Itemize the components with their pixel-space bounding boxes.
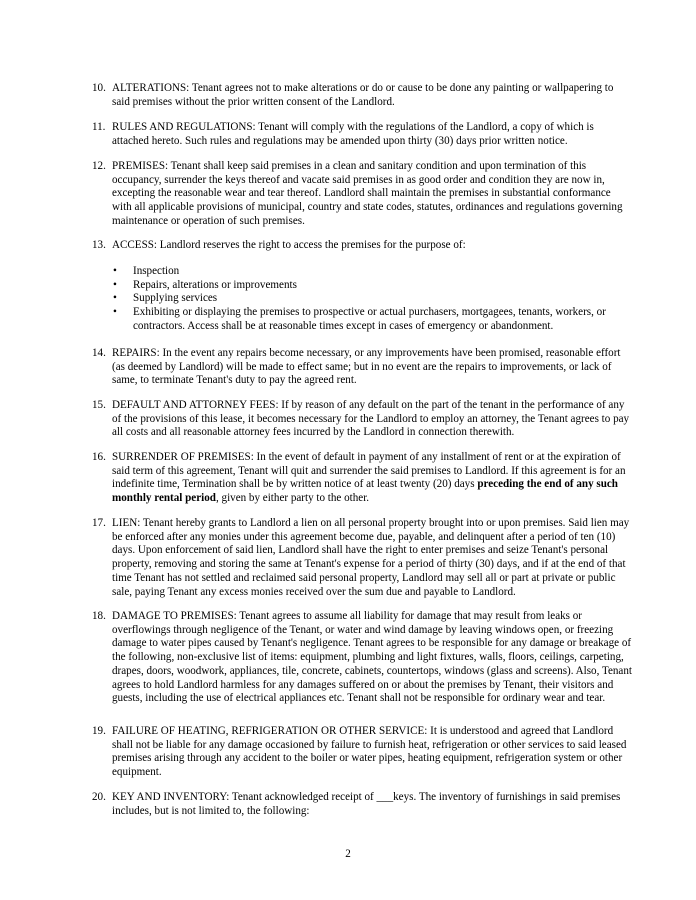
page-number: 2	[345, 848, 351, 860]
clause-number: 14.	[92, 347, 106, 359]
clause-text-bold: preceding the end of any such monthly rental period	[112, 478, 618, 505]
clause-default-and-attorney-fees	[92, 399, 632, 440]
list-item-text: Repairs, alterations or improvements	[133, 278, 297, 291]
clause-text-main: SURRENDER OF PREMISES: In the event of default in payment of any installment of rent or at the expiration of said term of this agreement, Tenant will quit and surrender the said premises to Landlord. If this agreement is for an indefinite time, Termination shall be by written notice of at least twenty (20) days	[112, 451, 626, 491]
clause-repairs	[92, 347, 632, 388]
clause-failure-of-heating	[92, 725, 632, 780]
bullet-icon: •	[113, 292, 117, 305]
list-item-text: Exhibiting or displaying the premises to prospective or actual purchasers, mortgagees, tenants, workers, or contractors. Access shall be at reasonable times except in cases of emergency or abandonment.	[133, 306, 606, 332]
list-item	[113, 279, 633, 293]
clause-number: 13.	[92, 239, 106, 251]
clause-surrender-of-premises	[92, 451, 632, 506]
clause-text: DAMAGE TO PREMISES: Tenant agrees to assume all liability for damage that may result from leaks or overflowings through negligence of the Tenant, or water and wind damage by leaving windows open, or freezing damage to water pipes caused by Tenant's negligence. Tenant agrees to be responsible for any damage or breakage of the following, non-exclusive list of items: equipment, plumbing and light fixtures, walls, floors, ceilings, carpeting, drapes, doors, woodwork, appliances, tile, concrete, cabinets, countertops, windows (glass and screens). Also, Tenant agrees to hold Landlord harmless for any damages suffered on or about the premises by Tenant, their visitors and guests, including the use of electrical appliances etc. Tenant shall not be responsible for ordinary wear and tear.	[112, 610, 632, 705]
clause-text: FAILURE OF HEATING, REFRIGERATION OR OTHER SERVICE: It is understood and agreed that Landlord shall not be liable for any damage occasioned by failure to furnish heat, refrigeration or other services to said leased premises arising through any accident to the boiler or water pipes, heating equipment, refrigeration system or other equipment.	[112, 725, 627, 779]
clause-number: 17.	[92, 517, 106, 529]
clause-number: 10.	[92, 82, 106, 94]
clause-number: 19.	[92, 725, 106, 737]
clause-text-tail: , given by either party to the other.	[215, 492, 370, 505]
bullet-icon: •	[113, 278, 117, 291]
list-item-text: Supplying services	[133, 292, 218, 305]
clause-text: KEY AND INVENTORY: Tenant acknowledged receipt of ___keys. The inventory of furnishings in said premises includes, but is not limited to, the following:	[112, 791, 621, 817]
clause-alterations	[92, 82, 632, 109]
clause-number: 12.	[92, 160, 106, 172]
clause-number: 20.	[92, 791, 106, 803]
clause-text: ALTERATIONS: Tenant agrees not to make alterations or do or cause to be done any painting or wallpapering to said premises without the prior written consent of the Landlord.	[112, 82, 614, 108]
clause-text: DEFAULT AND ATTORNEY FEES: If by reason of any default on the part of the tenant in the performance of any of the provisions of this lease, it becomes necessary for the Landlord to employ an attorney, the Tenant agrees to pay all costs and all reasonable attorney fees incurred by the Landlord in connection therewith.	[112, 399, 630, 439]
clause-rules-and-regulations	[92, 121, 632, 148]
list-item-text: Inspection	[133, 265, 180, 277]
clause-text	[112, 451, 632, 506]
clause-number: 15.	[92, 399, 106, 411]
clause-text: ACCESS: Landlord reserves the right to access the premises for the purpose of:	[112, 239, 466, 251]
bullet-icon: •	[113, 306, 117, 319]
clause-key-and-inventory	[92, 791, 632, 818]
list-item	[113, 306, 633, 333]
clause-number: 18.	[92, 610, 106, 622]
clause-text: RULES AND REGULATIONS: Tenant will comply with the regulations of the Landlord, a copy of which is attached hereto. Such rules and regulations may be amended upon thirty (30) days prior written notice.	[112, 121, 594, 147]
clause-number: 11.	[92, 121, 106, 133]
clause-access	[92, 239, 632, 253]
clause-text: LIEN: Tenant hereby grants to Landlord a lien on all personal property brought into or upon premises. Said lien may be enforced after any monies under this agreement become due, payable, and delinquent after a period of ten (10) days. Upon enforcement of said lien, Landlord shall have the right to enter premises and seize Tenant's personal property, removing and storing the same at Tenant's expense for a period of thirty (30) days, and if at the end of that time Tenant has not settled and reclaimed said personal property, Landlord may sell all or part at private or public sale, paying Tenant any excess monies received over the sum due and payable to Landlord.	[112, 517, 630, 598]
clause-premises	[92, 160, 632, 229]
clause-damage-to-premises	[92, 610, 632, 706]
access-bullet-list	[113, 265, 633, 334]
clause-lien	[92, 517, 632, 599]
list-item	[113, 292, 633, 306]
list-item	[113, 265, 633, 279]
clause-text: PREMISES: Tenant shall keep said premises in a clean and sanitary condition and upon termination of this occupancy, surrender the keys thereof and vacate said premises in as good order and condition they are now in, excepting the reasonable wear and tear thereof. Landlord shall maintain the premises in substantial conformance with all applicable provisions of municipal, country and state codes, statutes, ordinances and regulations governing maintenance or operation of such premises.	[112, 160, 623, 227]
clause-number: 16.	[92, 451, 106, 463]
clause-text: REPAIRS: In the event any repairs become necessary, or any improvements have been promised, reasonable effort (as deemed by Landlord) will be made to effect same; but in no event are the repairs to improvements, or lack of same, to terminate Tenant's duty to pay the agreed rent.	[112, 347, 621, 387]
bullet-icon: •	[113, 265, 117, 277]
